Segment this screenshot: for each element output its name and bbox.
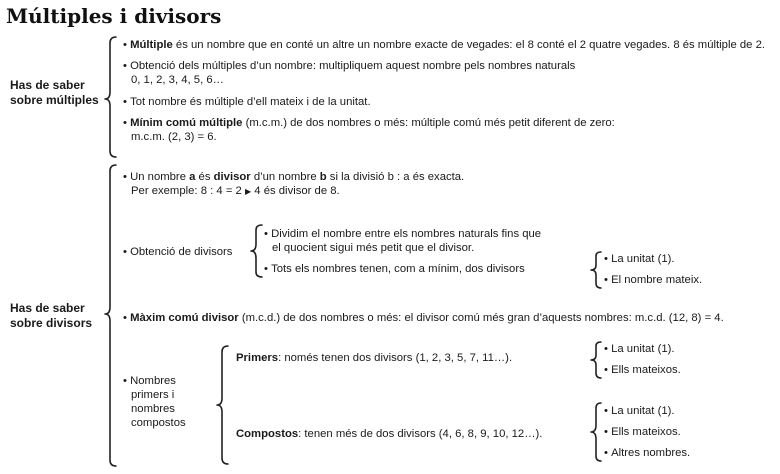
arrow-right-icon: ▶	[244, 187, 252, 196]
mcm-term: Mínim comú múltiple	[130, 117, 243, 129]
multiples-item-2-line1: Obtenció dels múltiples d’un nombre: multipliquem aquest nombre pels nombres naturals	[130, 60, 576, 72]
brace-multiples	[105, 37, 116, 157]
divisors-label	[10, 301, 92, 331]
compostos-divisor-unitat: La unitat (1).	[611, 405, 675, 417]
primers-divisor-unitat: La unitat (1).	[611, 343, 675, 355]
multiples-label-line1: Has de saber	[10, 78, 85, 92]
pc-label-line1: Nombres	[130, 375, 176, 387]
min-divisor-mateix: El nombre mateix.	[611, 274, 703, 286]
obtencio-sub-1-line2: el quocient sigui més petit que el divisor.	[272, 242, 475, 254]
obtencio-sub-2: • Tots els nombres tenen, com a mínim, dos divisors	[264, 263, 525, 275]
primers-divisor-1: • La unitat (1).	[604, 343, 675, 355]
brace-primers-divisors	[591, 342, 601, 378]
compostos-definition: : tenen més de dos divisors (4, 6, 8, 9, 10, 12…).	[298, 428, 543, 440]
mcm-definition: (m.c.m.) de dos nombres o més: múltiple comú més petit diferent de zero:	[242, 117, 615, 129]
multiples-item-2: • Obtenció dels múltiples d’un nombre: multipliquem aquest nombre pels nombres naturals 0, 1, 2, 3, 4, 5, 6…	[123, 60, 576, 86]
primers-compostos-label: • Nombres primers i nombres compostos	[123, 375, 186, 429]
obtencio-sub-1: • Dividim el nombre entre els nombres naturals fins que el quocient sigui més petit que el divisor.	[264, 228, 542, 254]
multiple-term: Múltiple	[130, 39, 173, 51]
multiples-item-3: • Tot nombre és múltiple d’ell mateix i de la unitat.	[123, 96, 371, 108]
multiples-item-1: • Múltiple és un nombre que en conté un altre un nombre exacte de vegades: el 8 conté el 2 quatre vegades. 8 és múltiple de 2.	[123, 39, 766, 51]
compostos-item	[236, 427, 542, 441]
divisor-example-part1: Per exemple: 8 : 4 = 2	[131, 185, 245, 197]
primers-item	[236, 351, 512, 365]
pc-label-line2: primers i	[131, 389, 175, 401]
obtencio-label-text: Obtenció de divisors	[130, 246, 233, 258]
primers-divisor-mateixos: Ells mateixos.	[611, 364, 681, 376]
compostos-divisor-3: • Altres nombres.	[604, 447, 691, 459]
compostos-divisor-2: • Ells mateixos.	[604, 426, 681, 438]
multiples-label-line2: sobre múltiples	[10, 93, 99, 107]
divisor-def-part3: d’un nombre	[250, 171, 320, 183]
brace-obtencio	[251, 225, 262, 277]
divisors-label-line1: Has de saber	[10, 301, 85, 315]
brace-primers-compostos	[217, 346, 228, 464]
page-title: Múltiples i divisors	[6, 4, 222, 28]
obtencio-sub-2-text: Tots els nombres tenen, com a mínim, dos divisors	[271, 263, 525, 275]
divisors-label-line2: sobre divisors	[10, 316, 93, 330]
brace-divisors	[105, 165, 116, 466]
mcd-term: Màxim comú divisor	[130, 312, 239, 324]
min-divisor-unitat: La unitat (1).	[611, 253, 675, 265]
primers-term: Primers	[236, 352, 279, 364]
multiples-item-2-line2: 0, 1, 2, 3, 4, 5, 6…	[131, 74, 224, 86]
mcm-example: m.c.m. (2, 3) = 6.	[131, 131, 217, 143]
divisor-def-b: b	[319, 171, 327, 183]
divisor-def-part4: si la divisió b : a és exacta.	[326, 171, 465, 183]
compostos-divisor-altres: Altres nombres.	[611, 447, 691, 459]
multiples-label	[10, 78, 99, 108]
mcd-item: • Màxim comú divisor (m.c.d.) de dos nombres o més: el divisor comú més gran d’aquests nombres: m.c.d. (12, 8) = 4.	[123, 312, 724, 324]
mcd-definition: (m.c.d.) de dos nombres o més: el divisor comú més gran d’aquests nombres: m.c.d. (12, 8) = 4.	[238, 312, 724, 324]
pc-label-line3: nombres	[131, 403, 175, 415]
primers-divisor-2: • Ells mateixos.	[604, 364, 681, 376]
brace-compostos-divisors	[591, 403, 601, 461]
divisor-def-part2: és	[195, 171, 214, 183]
divisor-def-part1: Un nombre	[130, 171, 190, 183]
divisor-term: divisor	[213, 171, 251, 183]
multiples-item-3-text: Tot nombre és múltiple d’ell mateix i de la unitat.	[130, 96, 371, 108]
pc-label-line4: compostos	[131, 417, 186, 429]
divisor-example-part2: 4 és divisor de 8.	[251, 185, 340, 197]
min-divisors-item-1: • La unitat (1).	[604, 253, 675, 265]
multiple-definition: és un nombre que en conté un altre un nombre exacte de vegades: el 8 conté el 2 quatre vegades. 8 és múltiple de 2.	[172, 39, 766, 51]
divisor-def-a: a	[189, 171, 196, 183]
obtencio-label: • Obtenció de divisors	[123, 246, 233, 258]
compostos-term: Compostos	[236, 428, 299, 440]
brace-min-divisors	[591, 252, 601, 288]
compostos-divisor-mateixos: Ells mateixos.	[611, 426, 681, 438]
primers-definition: : només tenen dos divisors (1, 2, 3, 5, 7, 11…).	[278, 352, 513, 364]
divisors-item-1: • Un nombre a és divisor d’un nombre b si la divisió b : a és exacta. Per exemple: 8 : 4 = 2 ▶ 4 és divisor de 8.	[123, 171, 465, 197]
obtencio-sub-1-line1: Dividim el nombre entre els nombres naturals fins que	[271, 228, 542, 240]
compostos-divisor-1: • La unitat (1).	[604, 405, 675, 417]
min-divisors-item-2: • El nombre mateix.	[604, 274, 703, 286]
multiples-item-4: • Mínim comú múltiple (m.c.m.) de dos nombres o més: múltiple comú més petit diferent de zero: m.c.m. (2, 3) = 6.	[123, 117, 615, 143]
